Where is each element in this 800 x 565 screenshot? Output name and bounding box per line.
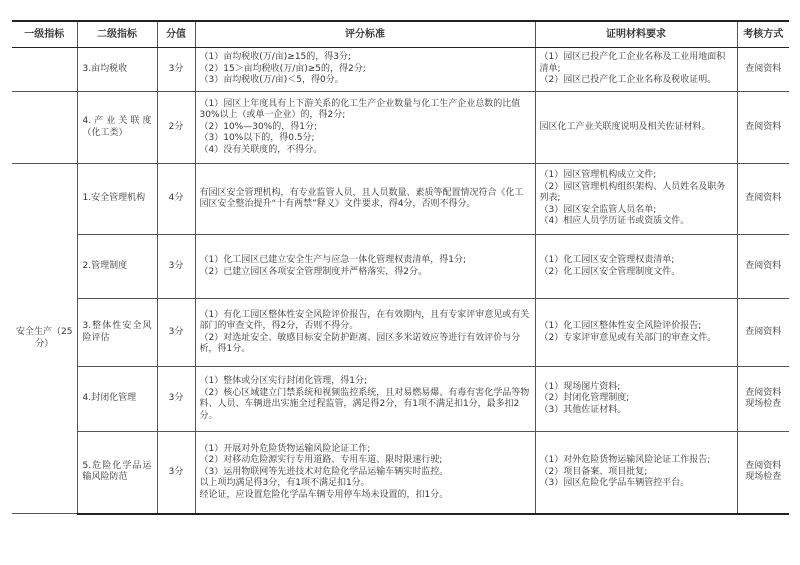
evidence-line: （3）园区安全监管人员名单; <box>539 204 657 215</box>
criteria-line: （2）核心区域建立门禁系统和视频监控系统，且对易燃易爆、有毒有害化学品等物料、人员、车辆进出实施全过程监管，满足得2分，有1项不满足扣1分，最多扣2分。 <box>199 387 530 421</box>
criteria-line: （2）对移动危险源实行专用道路、专用车道、限时限速行驶; <box>199 455 443 465</box>
score-cell: 3分 <box>157 367 195 432</box>
table-row <box>12 432 789 514</box>
level2-cell: 4.封闭化管理 <box>77 367 157 432</box>
method-cell <box>737 432 789 514</box>
score-cell: 3分 <box>157 299 195 367</box>
score-cell: 2分 <box>157 92 195 164</box>
level1-cell: 安全生产（25分） <box>12 164 77 514</box>
criteria-line: （3）运用物联网等先进技术对危险化学品运输车辆实时监控。 <box>199 466 449 477</box>
table-header-row <box>12 21 789 48</box>
criteria-cell <box>195 235 535 299</box>
evidence-line: （2）项目备案、项目批复; <box>539 466 648 477</box>
assessment-table <box>12 20 789 515</box>
criteria-line: （1）有化工园区整体性安全风险评价报告，在有效期内，且有专家评审意见或有关部门的审查文件，得2分，否则不得分。 <box>199 309 530 331</box>
method-line: 查阅资料 <box>745 193 782 204</box>
evidence-line: （1）对外危险货物运输风险论证工作报告; <box>539 455 711 465</box>
evidence-line: （2）园区管理机构组织架构、人员姓名及职务列表; <box>539 181 726 204</box>
table-row <box>12 367 789 432</box>
score-cell: 3分 <box>157 235 195 299</box>
score-cell: 3分 <box>157 48 195 92</box>
method-line: 现场检查 <box>745 472 782 483</box>
level1-cell-empty <box>12 92 77 164</box>
criteria-line: （2）10%—30%的，得1分; <box>199 121 317 132</box>
evidence-line: （1）园区管理机构成立文件; <box>539 170 657 181</box>
method-cell <box>737 235 789 299</box>
level2-cell: 4.产业关联度（化工类） <box>77 92 157 164</box>
method-cell <box>737 48 789 92</box>
evidence-cell <box>535 367 737 432</box>
method-cell <box>737 164 789 235</box>
evidence-line: （4）相应人员学历证书或资质文件。 <box>539 216 690 227</box>
criteria-line: 有园区安全管理机构，有专业监管人员，且人员数量、素质等配置情况符合《化工园区安全整治提升“十有两禁”释义》文件要求，得4分，否则不得分。 <box>199 187 524 209</box>
evidence-line: （2）专家评审意见或有关部门的审查文件。 <box>539 332 717 343</box>
criteria-line: （1）园区上年度具有上下游关系的化工生产企业数量与化工生产企业总数的比值30%以上（或单一企业）的，得2分; <box>199 98 521 121</box>
table-row <box>12 48 789 92</box>
evidence-line: （1）园区已投产化工企业名称及工业用地面积清单; <box>539 52 726 74</box>
method-line: 查阅资料 <box>745 387 782 398</box>
method-line: 查阅资料 <box>745 460 782 471</box>
header-level2: 二级指标 <box>77 21 157 48</box>
criteria-cell <box>195 92 535 164</box>
evidence-cell <box>535 164 737 235</box>
evidence-line: （2）封闭化管理制度; <box>539 393 630 404</box>
table-row <box>12 235 789 299</box>
criteria-line: （1）亩均税收(万/亩)≥15的，得3分; <box>199 52 352 63</box>
evidence-cell <box>535 92 737 164</box>
evidence-line: （3）其他佐证材料。 <box>539 404 627 415</box>
evidence-cell <box>535 48 737 92</box>
header-method: 考核方式 <box>737 21 789 48</box>
header-evidence: 证明材料要求 <box>535 21 737 48</box>
level2-cell: 3.整体性安全风险评估 <box>77 299 157 367</box>
criteria-line: （3）亩均税收(万/亩)＜5，得0分。 <box>199 75 344 86</box>
criteria-line: 经论证，应设置危险化学品车辆专用停车场未设置的，扣1分。 <box>199 489 449 500</box>
method-line: 现场检查 <box>745 399 782 409</box>
criteria-line: （2）已建立园区各项安全管理制度并严格落实，得2分。 <box>199 266 427 277</box>
evidence-cell <box>535 299 737 367</box>
criteria-line: （1）开展对外危险货物运输风险论证工作; <box>199 443 371 454</box>
level1-cell-empty <box>12 48 77 92</box>
criteria-cell <box>195 48 535 92</box>
criteria-line: （4）没有关联度的，不得分。 <box>199 144 323 155</box>
evidence-line: 园区化工产业关联度说明及相关佐证材料。 <box>539 121 711 132</box>
level2-cell: 2.管理制度 <box>77 235 157 299</box>
criteria-line: （1）化工园区已建立安全生产与应急一体化管理权责清单，得1分; <box>199 255 466 265</box>
criteria-cell <box>195 299 535 367</box>
level2-cell: 3.亩均税收 <box>77 48 157 92</box>
method-cell <box>737 299 789 367</box>
method-line: 查阅资料 <box>745 260 782 271</box>
evidence-cell <box>535 235 737 299</box>
table-row <box>12 92 789 164</box>
criteria-line: （2）对选址安全、敏感目标安全防护距离、园区多米诺效应等进行有效评价与分析，得1分。 <box>199 332 521 354</box>
table-row <box>12 299 789 367</box>
criteria-line: （1）整体或分区实行封闭化管理，得1分; <box>199 376 367 386</box>
table-row <box>12 164 789 235</box>
criteria-line: （2）15＞亩均税收(万/亩)≥5的，得2分; <box>199 63 366 74</box>
method-cell <box>737 92 789 164</box>
evidence-line: （1）化工园区安全管理权责清单; <box>539 255 675 265</box>
method-line: 查阅资料 <box>745 63 782 74</box>
evidence-cell <box>535 432 737 514</box>
criteria-cell <box>195 367 535 432</box>
method-line: 查阅资料 <box>745 326 782 337</box>
evidence-line: （2）园区已投产化工企业名称及税收证明。 <box>539 75 717 86</box>
header-score: 分值 <box>157 21 195 48</box>
criteria-line: （3）10%以下的，得0.5分; <box>199 133 315 144</box>
evidence-line: （1）现场图片资料; <box>539 381 621 392</box>
method-line: 查阅资料 <box>745 121 782 132</box>
score-cell: 4分 <box>157 164 195 235</box>
level2-cell: 1.安全管理机构 <box>77 164 157 235</box>
assessment-table-page <box>12 20 789 515</box>
criteria-line: 以上项均满足得3分，有1项不满足扣1分。 <box>199 478 370 488</box>
evidence-line: （1）化工园区整体性安全风险评价报告; <box>539 321 702 331</box>
header-criteria: 评分标准 <box>195 21 535 48</box>
evidence-line: （2）化工园区安全管理制度文件。 <box>539 266 681 277</box>
criteria-cell <box>195 432 535 514</box>
evidence-line: （3）园区危险化学品车辆管控平台。 <box>539 478 690 488</box>
header-level1: 一级指标 <box>12 21 77 48</box>
criteria-cell <box>195 164 535 235</box>
score-cell: 3分 <box>157 432 195 514</box>
level2-cell: 5.危险化学品运输风险防范 <box>77 432 157 514</box>
method-cell <box>737 367 789 432</box>
